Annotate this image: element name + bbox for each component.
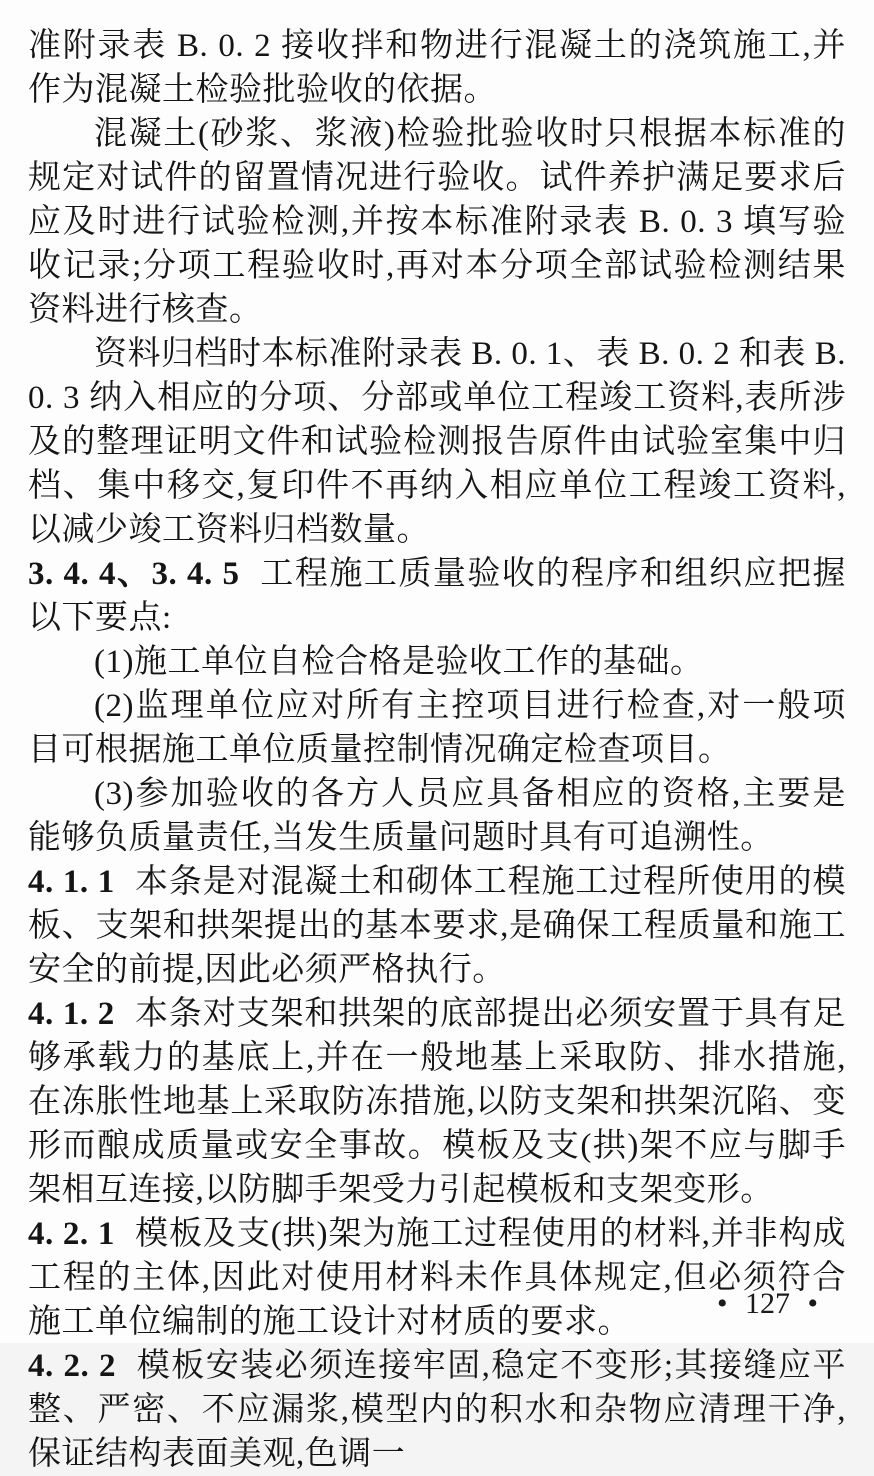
clause-number: 4. 2. 1 xyxy=(28,1216,115,1252)
clause-paragraph xyxy=(28,552,846,640)
clause-number: 4. 1. 1 xyxy=(28,864,115,900)
clause-text: 模板安装必须连接牢固,稳定不变形;其接缝应平整、严密、不应漏浆,模型内的积水和杂物应清理干净,保证结构表面美观,色调一 xyxy=(28,1348,846,1472)
list-item-text: (2)监理单位应对所有主控项目进行检查,对一般项目可根据施工单位质量控制情况确定检查项目。 xyxy=(28,688,846,768)
clause-paragraph xyxy=(28,1344,846,1476)
clause-text: 本条对支架和拱架的底部提出必须安置于具有足够承载力的基底上,并在一般地基上采取防、排水措施,在冻胀性地基上采取防冻措施,以防支架和拱架沉陷、变形而酿成质量或安全事故。模板及支(拱)架不应与脚手架相互连接,以防脚手架受力引起模板和支架变形。 xyxy=(28,996,847,1208)
clause-paragraph xyxy=(28,860,846,992)
page-number: • 127 • xyxy=(716,1287,818,1320)
paragraph xyxy=(28,112,846,332)
list-item-text: (3)参加验收的各方人员应具备相应的资格,主要是能够负质量责任,当发生质量问题时具有可追溯性。 xyxy=(28,776,846,856)
paragraph xyxy=(28,332,846,552)
list-item-text: (1)施工单位自检合格是验收工作的基础。 xyxy=(94,644,704,680)
clause-number: 3. 4. 4、3. 4. 5 xyxy=(28,556,240,592)
paragraph xyxy=(28,24,846,112)
clause-number: 4. 2. 2 xyxy=(28,1348,116,1384)
paragraph-text: 准附录表 B. 0. 2 接收拌和物进行混凝土的浇筑施工,并作为混凝土检验批验收的依据。 xyxy=(28,28,846,108)
paragraph-text: 混凝土(砂浆、浆液)检验批验收时只根据本标准的规定对试件的留置情况进行验收。试件养护满足要求后应及时进行试验检测,并按本标准附录表 B. 0. 3 填写验收记录;分项工程验收时,再对本分项全部试验检测结果资料进行核查。 xyxy=(28,116,846,328)
clause-paragraph xyxy=(28,992,846,1212)
clause-number: 4. 1. 2 xyxy=(28,996,115,1032)
list-item-paragraph xyxy=(28,684,846,772)
clause-text: 本条是对混凝土和砌体工程施工过程所使用的模板、支架和拱架提出的基本要求,是确保工程质量和施工安全的前提,因此必须严格执行。 xyxy=(28,864,847,988)
list-item-paragraph xyxy=(28,772,846,860)
clause-text: 模板及支(拱)架为施工过程使用的材料,并非构成工程的主体,因此对使用材料未作具体规定,但必须符合施工单位编制的施工设计对材质的要求。 xyxy=(28,1216,847,1340)
clause-text: 工程施工质量验收的程序和组织应把握以下要点: xyxy=(28,556,847,636)
paragraph-text: 资料归档时本标准附录表 B. 0. 1、表 B. 0. 2 和表 B. 0. 3 纳入相应的分项、分部或单位工程竣工资料,表所涉及的整理证明文件和试验检测报告原件由试验室集中归档、集中移交,复印件不再纳入相应单位工程竣工资料,以减少竣工资料归档数量。 xyxy=(28,336,846,548)
clause-paragraph xyxy=(28,1212,846,1344)
list-item-paragraph xyxy=(28,640,846,684)
